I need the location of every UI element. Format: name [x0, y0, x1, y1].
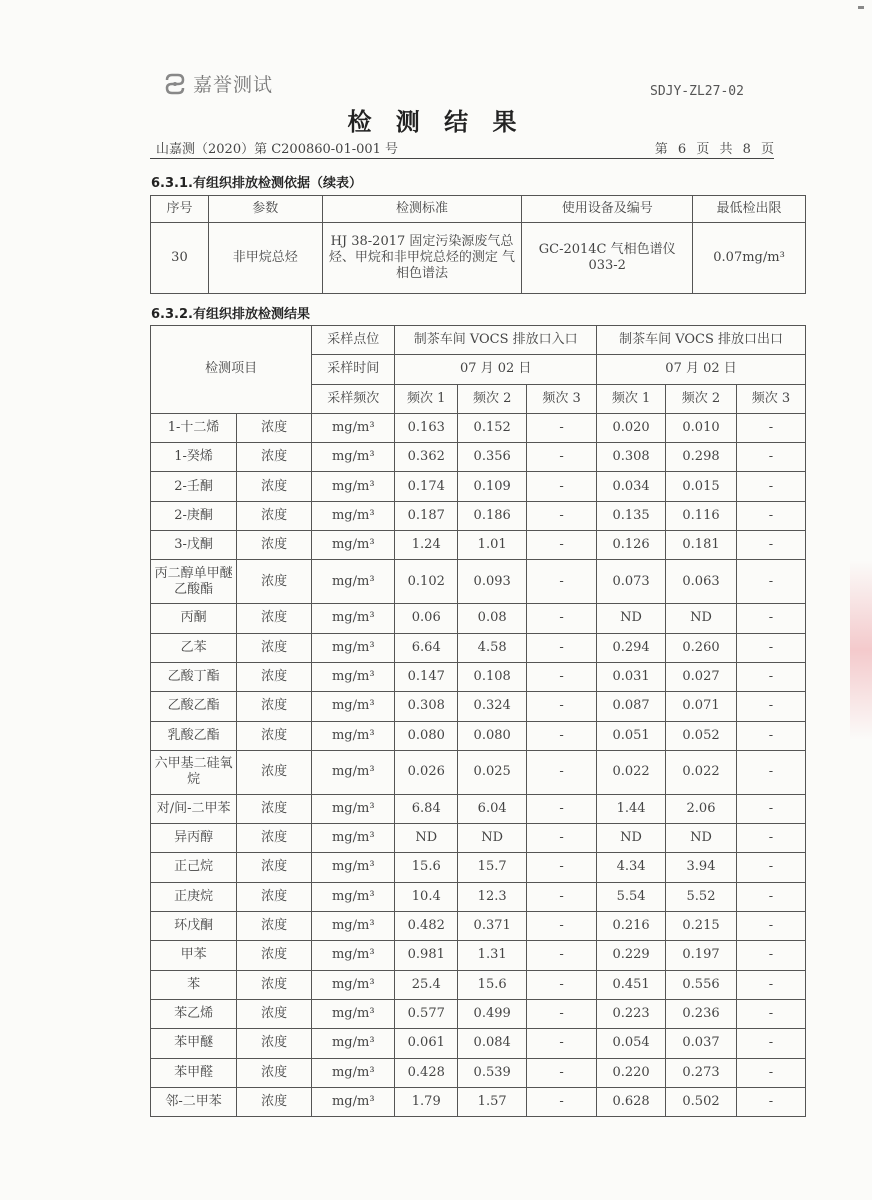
- value-cell: 0.027: [666, 662, 737, 691]
- measure-type: 浓度: [237, 941, 312, 970]
- compound-name: 3-戊酮: [151, 531, 237, 560]
- measure-type: 浓度: [237, 692, 312, 721]
- measure-type: 浓度: [237, 472, 312, 501]
- value-cell: 0.163: [395, 413, 458, 442]
- unit-cell: mg/m³: [312, 1029, 395, 1058]
- logo-icon: [163, 72, 187, 96]
- value-cell: 0.06: [395, 604, 458, 633]
- value-cell: -: [736, 501, 805, 530]
- page-info: 第 6 页 共 8 页: [654, 142, 774, 157]
- value-cell: ND: [597, 824, 666, 853]
- value-cell: 0.187: [395, 501, 458, 530]
- value-cell: -: [736, 472, 805, 501]
- unit-cell: mg/m³: [312, 1087, 395, 1116]
- basis-header-row: [151, 196, 806, 223]
- value-cell: 0.080: [458, 721, 527, 750]
- compound-name: 2-庚酮: [151, 501, 237, 530]
- value-cell: -: [527, 824, 597, 853]
- value-cell: 0.428: [395, 1058, 458, 1087]
- table-row: [151, 443, 806, 472]
- basis-table: [150, 195, 806, 294]
- table-row: [151, 1058, 806, 1087]
- unit-cell: mg/m³: [312, 824, 395, 853]
- compound-name: 苯乙烯: [151, 999, 237, 1028]
- unit-cell: mg/m³: [312, 794, 395, 823]
- value-cell: -: [527, 1029, 597, 1058]
- table-row: [151, 531, 806, 560]
- value-cell: 0.147: [395, 662, 458, 691]
- value-cell: -: [736, 662, 805, 691]
- results-section-title: 6.3.2.有组织排放检测结果: [151, 307, 310, 322]
- value-cell: 0.031: [597, 662, 666, 691]
- value-cell: 0.051: [597, 721, 666, 750]
- table-row: [151, 413, 806, 442]
- unit-cell: mg/m³: [312, 970, 395, 999]
- value-cell: 0.071: [666, 692, 737, 721]
- measure-type: 浓度: [237, 721, 312, 750]
- value-cell: -: [736, 633, 805, 662]
- value-cell: -: [736, 721, 805, 750]
- table-row: [151, 721, 806, 750]
- value-cell: 12.3: [458, 882, 527, 911]
- value-cell: 0.080: [395, 721, 458, 750]
- value-cell: -: [527, 531, 597, 560]
- value-cell: 0.034: [597, 472, 666, 501]
- value-cell: 0.236: [666, 999, 737, 1028]
- value-cell: 0.022: [597, 750, 666, 794]
- value-cell: 0.260: [666, 633, 737, 662]
- value-cell: 0.294: [597, 633, 666, 662]
- value-cell: 0.135: [597, 501, 666, 530]
- value-cell: -: [527, 604, 597, 633]
- value-cell: 0.215: [666, 912, 737, 941]
- value-cell: -: [527, 633, 597, 662]
- measure-type: 浓度: [237, 604, 312, 633]
- value-cell: -: [736, 560, 805, 604]
- freq-cell: 频次 2: [666, 384, 737, 413]
- compound-name: 苯甲醚: [151, 1029, 237, 1058]
- value-cell: 4.34: [597, 853, 666, 882]
- table-row: [151, 633, 806, 662]
- table-row: [151, 824, 806, 853]
- value-cell: 0.152: [458, 413, 527, 442]
- value-cell: -: [736, 853, 805, 882]
- unit-cell: mg/m³: [312, 941, 395, 970]
- company-logo: [163, 70, 273, 97]
- compound-name: 乳酸乙酯: [151, 721, 237, 750]
- value-cell: -: [736, 882, 805, 911]
- value-cell: 0.052: [666, 721, 737, 750]
- basis-header-cell: 序号: [151, 196, 209, 223]
- corner-mark: [858, 6, 864, 9]
- value-cell: -: [527, 560, 597, 604]
- unit-cell: mg/m³: [312, 1058, 395, 1087]
- value-cell: -: [527, 692, 597, 721]
- compound-name: 邻-二甲苯: [151, 1087, 237, 1116]
- value-cell: 15.6: [395, 853, 458, 882]
- measure-type: 浓度: [237, 1087, 312, 1116]
- value-cell: 0.220: [597, 1058, 666, 1087]
- unit-cell: mg/m³: [312, 413, 395, 442]
- compound-name: 乙酸丁酯: [151, 662, 237, 691]
- value-cell: 25.4: [395, 970, 458, 999]
- value-cell: 5.54: [597, 882, 666, 911]
- value-cell: 0.324: [458, 692, 527, 721]
- value-cell: -: [527, 853, 597, 882]
- value-cell: -: [736, 941, 805, 970]
- compound-name: 1-十二烯: [151, 413, 237, 442]
- compound-name: 苯: [151, 970, 237, 999]
- value-cell: 1.31: [458, 941, 527, 970]
- value-cell: 0.022: [666, 750, 737, 794]
- unit-cell: mg/m³: [312, 531, 395, 560]
- value-cell: 0.102: [395, 560, 458, 604]
- report-number: 山嘉测（2020）第 C200860-01-001 号: [156, 142, 399, 157]
- compound-name: 1-癸烯: [151, 443, 237, 472]
- basis-no: 30: [151, 223, 209, 294]
- unit-cell: mg/m³: [312, 443, 395, 472]
- value-cell: 6.64: [395, 633, 458, 662]
- value-cell: 1.24: [395, 531, 458, 560]
- value-cell: 0.015: [666, 472, 737, 501]
- compound-name: 丙酮: [151, 604, 237, 633]
- value-cell: 0.186: [458, 501, 527, 530]
- value-cell: -: [736, 912, 805, 941]
- value-cell: 0.539: [458, 1058, 527, 1087]
- basis-header-cell: 使用设备及编号: [522, 196, 693, 223]
- basis-limit: 0.07mg/m³: [693, 223, 806, 294]
- table-row: [151, 912, 806, 941]
- table-row: [151, 882, 806, 911]
- basis-section-title: 6.3.1.有组织排放检测依据（续表）: [151, 176, 362, 191]
- table-row: [151, 662, 806, 691]
- value-cell: 0.229: [597, 941, 666, 970]
- value-cell: -: [527, 882, 597, 911]
- inlet-name: 制茶车间 VOCS 排放口入口: [395, 326, 597, 355]
- value-cell: 0.084: [458, 1029, 527, 1058]
- unit-cell: mg/m³: [312, 604, 395, 633]
- value-cell: -: [736, 413, 805, 442]
- value-cell: -: [736, 692, 805, 721]
- value-cell: 0.073: [597, 560, 666, 604]
- value-cell: 4.58: [458, 633, 527, 662]
- value-cell: 0.273: [666, 1058, 737, 1087]
- value-cell: 0.451: [597, 970, 666, 999]
- table-row: [151, 853, 806, 882]
- value-cell: 0.197: [666, 941, 737, 970]
- measure-type: 浓度: [237, 1029, 312, 1058]
- value-cell: 0.037: [666, 1029, 737, 1058]
- compound-name: 异丙醇: [151, 824, 237, 853]
- value-cell: 0.362: [395, 443, 458, 472]
- value-cell: 0.020: [597, 413, 666, 442]
- value-cell: -: [527, 501, 597, 530]
- value-cell: -: [527, 999, 597, 1028]
- value-cell: 0.216: [597, 912, 666, 941]
- freq-label: 采样频次: [312, 384, 395, 413]
- table-row: [151, 794, 806, 823]
- unit-cell: mg/m³: [312, 662, 395, 691]
- value-cell: -: [527, 1058, 597, 1087]
- value-cell: 15.6: [458, 970, 527, 999]
- value-cell: 1.01: [458, 531, 527, 560]
- measure-type: 浓度: [237, 501, 312, 530]
- value-cell: 0.063: [666, 560, 737, 604]
- measure-type: 浓度: [237, 882, 312, 911]
- value-cell: 0.298: [666, 443, 737, 472]
- value-cell: -: [527, 721, 597, 750]
- value-cell: ND: [458, 824, 527, 853]
- value-cell: ND: [666, 824, 737, 853]
- measure-type: 浓度: [237, 443, 312, 472]
- compound-name: 六甲基二硅氧烷: [151, 750, 237, 794]
- value-cell: 0.502: [666, 1087, 737, 1116]
- value-cell: 0.174: [395, 472, 458, 501]
- basis-header-cell: 参数: [208, 196, 322, 223]
- value-cell: 0.499: [458, 999, 527, 1028]
- value-cell: -: [527, 413, 597, 442]
- header-row-point: [151, 326, 806, 355]
- item-header: 检测项目: [151, 326, 312, 414]
- outlet-name: 制茶车间 VOCS 排放口出口: [597, 326, 806, 355]
- value-cell: -: [527, 750, 597, 794]
- value-cell: 0.087: [597, 692, 666, 721]
- compound-name: 对/间-二甲苯: [151, 794, 237, 823]
- freq-cell: 频次 1: [395, 384, 458, 413]
- value-cell: 0.054: [597, 1029, 666, 1058]
- measure-type: 浓度: [237, 1058, 312, 1087]
- value-cell: 1.57: [458, 1087, 527, 1116]
- table-row: [151, 1029, 806, 1058]
- value-cell: -: [736, 604, 805, 633]
- value-cell: ND: [395, 824, 458, 853]
- value-cell: 0.482: [395, 912, 458, 941]
- value-cell: 6.04: [458, 794, 527, 823]
- measure-type: 浓度: [237, 662, 312, 691]
- unit-cell: mg/m³: [312, 721, 395, 750]
- measure-type: 浓度: [237, 999, 312, 1028]
- compound-name: 苯甲醛: [151, 1058, 237, 1087]
- value-cell: -: [736, 1029, 805, 1058]
- value-cell: 0.356: [458, 443, 527, 472]
- page-title: 检 测 结 果: [347, 108, 525, 136]
- basis-header-cell: 检测标准: [322, 196, 522, 223]
- value-cell: 0.577: [395, 999, 458, 1028]
- results-table: [150, 325, 806, 1117]
- compound-name: 正己烷: [151, 853, 237, 882]
- basis-equipment: GC-2014C 气相色谱仪 033-2: [522, 223, 693, 294]
- measure-type: 浓度: [237, 824, 312, 853]
- freq-cell: 频次 3: [736, 384, 805, 413]
- freq-cell: 频次 1: [597, 384, 666, 413]
- value-cell: 5.52: [666, 882, 737, 911]
- value-cell: 0.010: [666, 413, 737, 442]
- compound-name: 环戊酮: [151, 912, 237, 941]
- value-cell: 2.06: [666, 794, 737, 823]
- basis-param: 非甲烷总烃: [208, 223, 322, 294]
- unit-cell: mg/m³: [312, 853, 395, 882]
- unit-cell: mg/m³: [312, 750, 395, 794]
- table-row: [151, 999, 806, 1028]
- point-label: 采样点位: [312, 326, 395, 355]
- measure-type: 浓度: [237, 970, 312, 999]
- inlet-date: 07 月 02 日: [395, 355, 597, 384]
- outlet-date: 07 月 02 日: [597, 355, 806, 384]
- value-cell: 1.79: [395, 1087, 458, 1116]
- value-cell: -: [736, 970, 805, 999]
- table-row: [151, 501, 806, 530]
- table-row: [151, 1087, 806, 1116]
- compound-name: 2-壬酮: [151, 472, 237, 501]
- value-cell: 10.4: [395, 882, 458, 911]
- value-cell: 0.223: [597, 999, 666, 1028]
- unit-cell: mg/m³: [312, 633, 395, 662]
- unit-cell: mg/m³: [312, 882, 395, 911]
- time-label: 采样时间: [312, 355, 395, 384]
- value-cell: -: [736, 750, 805, 794]
- unit-cell: mg/m³: [312, 912, 395, 941]
- table-row: [151, 472, 806, 501]
- report-line: [150, 136, 774, 159]
- value-cell: -: [527, 662, 597, 691]
- value-cell: 0.026: [395, 750, 458, 794]
- value-cell: 0.556: [666, 970, 737, 999]
- compound-name: 乙苯: [151, 633, 237, 662]
- value-cell: -: [527, 472, 597, 501]
- value-cell: 0.981: [395, 941, 458, 970]
- value-cell: 0.025: [458, 750, 527, 794]
- red-seal-edge: [850, 560, 872, 740]
- table-row: [151, 941, 806, 970]
- unit-cell: mg/m³: [312, 692, 395, 721]
- value-cell: 0.126: [597, 531, 666, 560]
- basis-standard: HJ 38-2017 固定污染源废气总烃、甲烷和非甲烷总烃的测定 气相色谱法: [322, 223, 522, 294]
- value-cell: -: [527, 794, 597, 823]
- value-cell: 0.061: [395, 1029, 458, 1058]
- table-row: [151, 970, 806, 999]
- freq-cell: 频次 3: [527, 384, 597, 413]
- value-cell: 0.308: [395, 692, 458, 721]
- measure-type: 浓度: [237, 531, 312, 560]
- value-cell: -: [527, 1087, 597, 1116]
- value-cell: 0.093: [458, 560, 527, 604]
- logo-text: 嘉誉测试: [193, 74, 274, 96]
- value-cell: -: [736, 1087, 805, 1116]
- measure-type: 浓度: [237, 413, 312, 442]
- value-cell: -: [527, 941, 597, 970]
- value-cell: -: [736, 794, 805, 823]
- value-cell: 6.84: [395, 794, 458, 823]
- value-cell: 15.7: [458, 853, 527, 882]
- value-cell: 0.181: [666, 531, 737, 560]
- table-row: [151, 604, 806, 633]
- value-cell: 0.628: [597, 1087, 666, 1116]
- value-cell: ND: [597, 604, 666, 633]
- unit-cell: mg/m³: [312, 560, 395, 604]
- measure-type: 浓度: [237, 633, 312, 662]
- value-cell: 0.308: [597, 443, 666, 472]
- compound-name: 丙二醇单甲醚乙酸酯: [151, 560, 237, 604]
- basis-header-cell: 最低检出限: [693, 196, 806, 223]
- table-row: [151, 750, 806, 794]
- value-cell: -: [527, 970, 597, 999]
- value-cell: -: [527, 912, 597, 941]
- value-cell: 0.116: [666, 501, 737, 530]
- compound-name: 乙酸乙酯: [151, 692, 237, 721]
- value-cell: 0.371: [458, 912, 527, 941]
- value-cell: -: [736, 1058, 805, 1087]
- value-cell: 3.94: [666, 853, 737, 882]
- value-cell: 0.08: [458, 604, 527, 633]
- measure-type: 浓度: [237, 853, 312, 882]
- value-cell: ND: [666, 604, 737, 633]
- measure-type: 浓度: [237, 560, 312, 604]
- value-cell: -: [736, 999, 805, 1028]
- document-code: SDJY-ZL27-02: [650, 84, 744, 99]
- measure-type: 浓度: [237, 794, 312, 823]
- unit-cell: mg/m³: [312, 501, 395, 530]
- value-cell: 1.44: [597, 794, 666, 823]
- value-cell: -: [736, 531, 805, 560]
- value-cell: -: [527, 443, 597, 472]
- unit-cell: mg/m³: [312, 472, 395, 501]
- value-cell: -: [736, 824, 805, 853]
- table-row: [151, 692, 806, 721]
- value-cell: -: [736, 443, 805, 472]
- value-cell: 0.109: [458, 472, 527, 501]
- value-cell: 0.108: [458, 662, 527, 691]
- measure-type: 浓度: [237, 750, 312, 794]
- compound-name: 甲苯: [151, 941, 237, 970]
- measure-type: 浓度: [237, 912, 312, 941]
- table-row: [151, 560, 806, 604]
- compound-name: 正庚烷: [151, 882, 237, 911]
- freq-cell: 频次 2: [458, 384, 527, 413]
- basis-row: [151, 223, 806, 294]
- unit-cell: mg/m³: [312, 999, 395, 1028]
